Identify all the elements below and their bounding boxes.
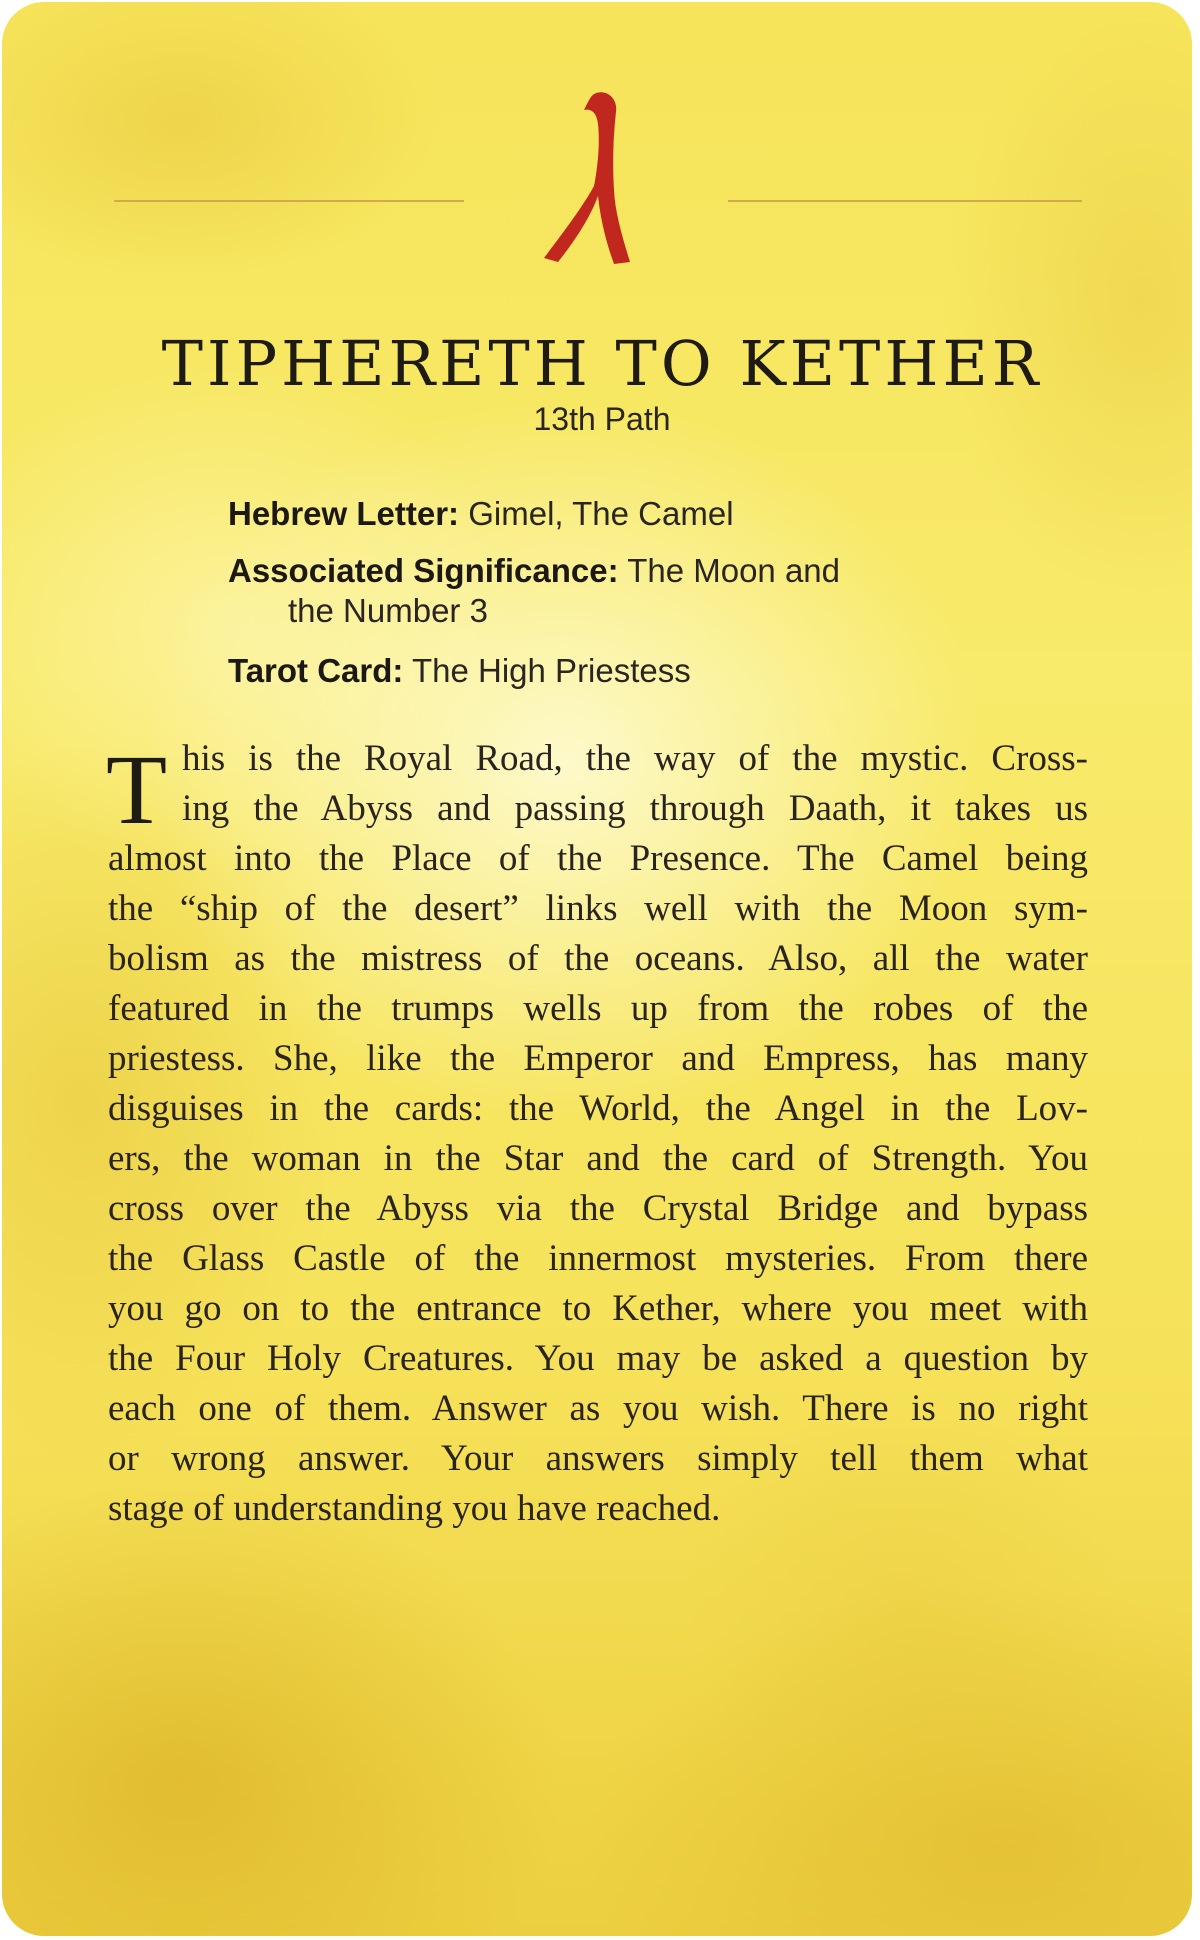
body-line: the “ship of the desert” links well with the Moon sym- bbox=[108, 888, 1088, 929]
body-line: priestess. She, like the Emperor and Empress, has many bbox=[108, 1038, 1088, 1079]
path-card bbox=[2, 2, 1192, 1936]
associated-significance-label: Associated Significance: bbox=[228, 552, 619, 589]
body-line: his is the Royal Road, the way of the mystic. Cross- bbox=[182, 738, 1088, 779]
page-title: TIPHERETH TO KETHER bbox=[161, 327, 1043, 400]
associated-significance-row bbox=[228, 551, 840, 631]
gimel-letter-icon bbox=[542, 86, 652, 266]
right-divider bbox=[728, 200, 1082, 202]
tarot-card-label: Tarot Card: bbox=[228, 652, 404, 689]
body-line: featured in the trumps wells up from the robes of the bbox=[108, 988, 1088, 1029]
body-line: bolism as the mistress of the oceans. Also, all the water bbox=[108, 938, 1088, 979]
body-line: or wrong answer. Your answers simply tell them what bbox=[108, 1438, 1088, 1479]
associated-significance-value: The Moon and bbox=[627, 552, 841, 589]
hebrew-letter-row bbox=[228, 494, 734, 534]
body-line: cross over the Abyss via the Crystal Bridge and bypass bbox=[108, 1188, 1088, 1229]
associated-significance-value-cont: the Number 3 bbox=[288, 592, 488, 629]
body-line: stage of understanding you have reached. bbox=[108, 1488, 721, 1529]
body-line: the Glass Castle of the innermost mysteries. From there bbox=[108, 1238, 1088, 1279]
drop-cap: T bbox=[106, 734, 168, 845]
hebrew-letter-label: Hebrew Letter: bbox=[228, 495, 460, 532]
body-line: disguises in the cards: the World, the Angel in the Lov- bbox=[108, 1088, 1088, 1129]
left-divider bbox=[114, 200, 464, 202]
body-line: you go on to the entrance to Kether, where you meet with bbox=[108, 1288, 1088, 1329]
hebrew-letter-value: Gimel, The Camel bbox=[468, 495, 734, 532]
path-number: 13th Path bbox=[533, 401, 671, 437]
body-line: almost into the Place of the Presence. The Camel being bbox=[108, 838, 1088, 879]
tarot-card-value: The High Priestess bbox=[411, 652, 691, 689]
body-line: ers, the woman in the Star and the card of Strength. You bbox=[108, 1138, 1088, 1179]
tarot-card-row bbox=[228, 651, 691, 691]
body-line: each one of them. Answer as you wish. There is no right bbox=[108, 1388, 1088, 1429]
body-line: the Four Holy Creatures. You may be asked a question by bbox=[108, 1338, 1088, 1379]
path-description bbox=[108, 734, 1088, 1534]
body-line: ing the Abyss and passing through Daath, it takes us bbox=[182, 788, 1088, 829]
